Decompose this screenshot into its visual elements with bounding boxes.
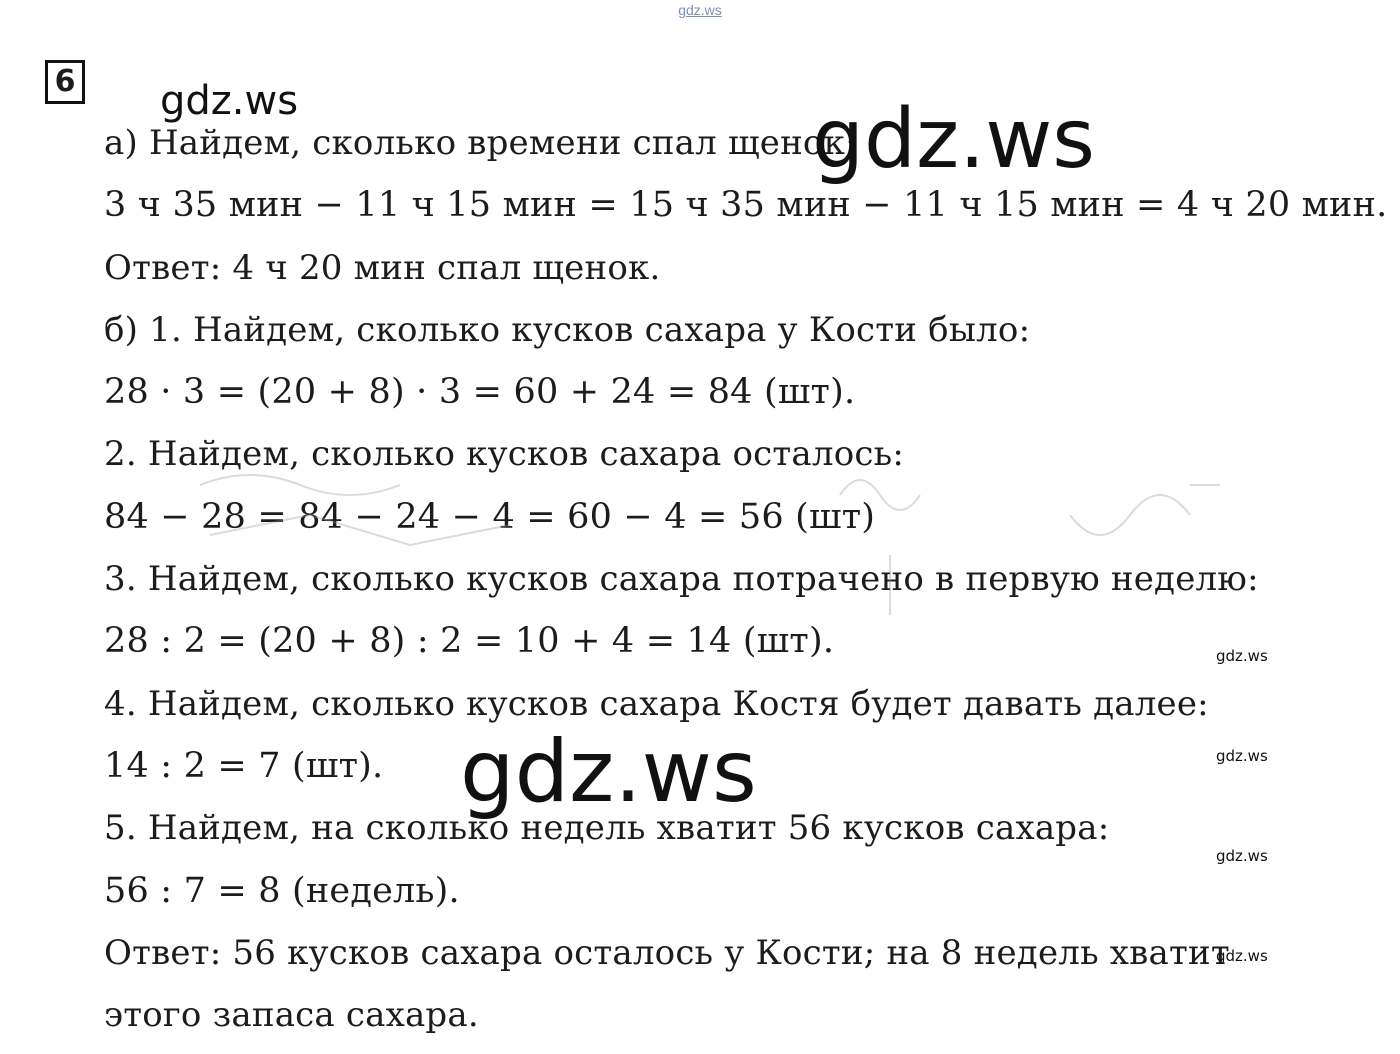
solution-line-b-calc4: 14 : 2 = 7 (шт).	[104, 745, 384, 786]
solution-line-b-calc2: 84 − 28 = 84 − 24 − 4 = 60 − 4 = 56 (шт)	[104, 496, 876, 537]
watermark-top: gdz.ws	[678, 2, 722, 18]
solution-line-b-calc1: 28 · 3 = (20 + 8) · 3 = 60 + 24 = 84 (шт).	[104, 372, 856, 413]
solution-text	[104, 120, 1387, 1054]
solution-line-a-calc: 3 ч 35 мин − 11 ч 15 мин = 15 ч 35 мин − 11 ч 15 мин = 4 ч 20 мин.	[104, 185, 1388, 226]
watermark-side-3: gdz.ws	[1216, 847, 1268, 865]
solution-line-a-answer: Ответ: 4 ч 20 мин спал щенок.	[104, 247, 661, 288]
solution-line-b-step4: 4. Найдем, сколько кусков сахара Костя будет давать далее:	[104, 683, 1209, 724]
solution-line-b-step1: б) 1. Найдем, сколько кусков сахара у Кости было:	[104, 309, 1031, 350]
solution-line-b-step5: 5. Найдем, на сколько недель хватит 56 кусков сахара:	[104, 808, 1110, 849]
solution-line-b-answer-1: Ответ: 56 кусков сахара осталось у Кости; на 8 недель хватит	[104, 932, 1230, 973]
watermark-side-1: gdz.ws	[1216, 647, 1268, 665]
solution-line-b-answer-2: этого запаса сахара.	[104, 995, 479, 1036]
watermark-side-2: gdz.ws	[1216, 747, 1268, 765]
solution-line-b-calc3: 28 : 2 = (20 + 8) : 2 = 10 + 4 = 14 (шт).	[104, 621, 835, 662]
solution-line-b-step2: 2. Найдем, сколько кусков сахара осталось:	[104, 434, 904, 475]
watermark-large-middle: gdz.ws	[460, 722, 757, 822]
solution-line-b-step3: 3. Найдем, сколько кусков сахара потрачено в первую неделю:	[104, 559, 1259, 600]
solution-line-a-heading: а) Найдем, сколько времени спал щенок:	[104, 123, 857, 163]
solution-line-b-calc5: 56 : 7 = 8 (недель).	[104, 870, 460, 911]
task-number-badge: 6	[45, 60, 85, 104]
watermark-side-4: gdz.ws	[1216, 947, 1268, 965]
watermark-head: gdz.ws	[160, 78, 299, 124]
watermark-large-top: gdz.ws	[812, 92, 1095, 187]
